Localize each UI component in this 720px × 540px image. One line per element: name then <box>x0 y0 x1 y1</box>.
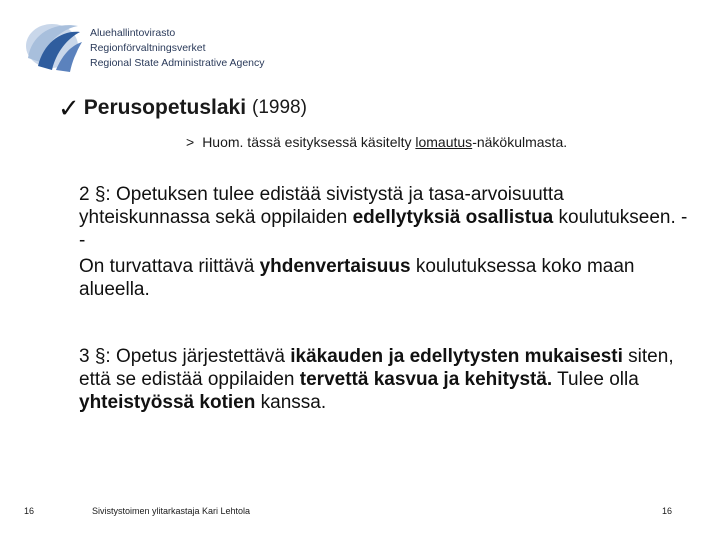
footer-slide-number-left: 16 <box>24 506 35 516</box>
note-text-before: Huom. tässä esityksessä käsitelty <box>202 134 416 150</box>
para3-text-1: 3 §: Opetus järjestettävä <box>79 346 291 367</box>
note-text-after: -näkökulmasta. <box>472 134 568 150</box>
slide-title <box>58 90 307 122</box>
footer-author: Sivistystoimen ylitarkastaja Kari Lehtola <box>92 506 251 516</box>
para3-bold-2: tervettä kasvua ja kehitystä. <box>299 369 553 390</box>
title-year: (1998) <box>252 97 307 118</box>
agency-logo <box>22 18 292 78</box>
paragraph-2-section <box>79 183 691 252</box>
title-main: Perusopetuslaki <box>83 96 247 119</box>
checkmark-icon: ✓ <box>58 93 80 123</box>
para3-bold-3: yhteistyössä kotien <box>79 392 256 413</box>
para3-text-3: Tulee olla <box>552 369 639 390</box>
paragraph-equality <box>79 255 691 301</box>
para2-text-2: koulutuksessa koko maan alueella. <box>79 256 635 300</box>
agency-name-en: Regional State Administrative Agency <box>90 57 265 69</box>
para1-bold-1: edellytyksiä osallistua <box>352 207 554 228</box>
footer-slide-number-right: 16 <box>662 506 673 516</box>
agency-name <box>90 26 265 71</box>
avi-logo-swoosh-icon <box>22 18 84 78</box>
note-line <box>186 132 567 152</box>
note-underlined-word: lomautus <box>415 134 473 150</box>
paragraph-3-section <box>79 345 691 414</box>
agency-name-sv: Regionförvaltningsverket <box>90 42 206 54</box>
para1-text-1: 2 §: Opetuksen tulee edistää sivistystä ja tasa-arvoisuutta yhteiskunnassa sekä oppilaiden <box>79 184 564 228</box>
agency-name-fi: Aluehallintovirasto <box>90 27 176 39</box>
para1-text-2: koulutukseen. - - <box>79 207 688 251</box>
para3-text-2: siten, että se edistää oppilaiden <box>79 346 674 390</box>
para3-bold-1: ikäkauden ja edellytysten mukaisesti <box>290 346 623 367</box>
para2-text-1: On turvattava riittävä <box>79 256 260 277</box>
para3-text-4: kanssa. <box>255 392 327 413</box>
note-bullet: > <box>186 134 195 150</box>
para2-bold-1: yhdenvertaisuus <box>259 256 411 277</box>
